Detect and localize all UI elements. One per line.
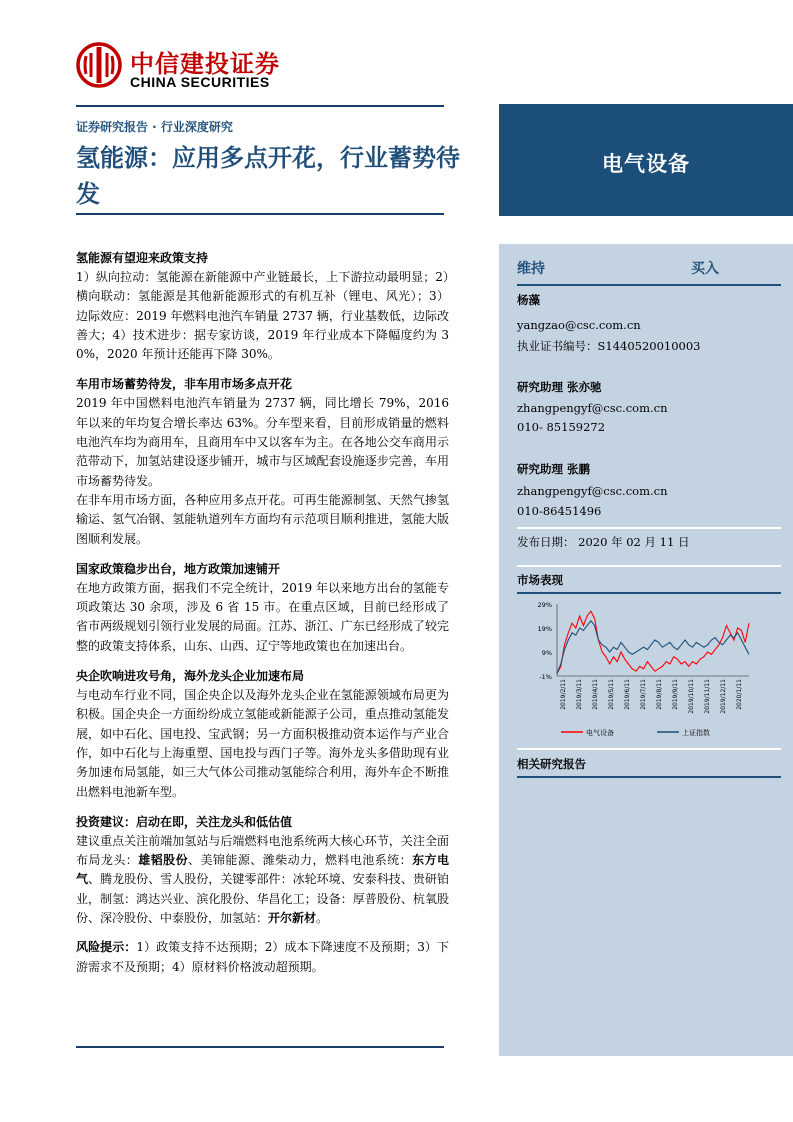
brand-name-en: CHINA SECURITIES (130, 74, 270, 90)
legend-label: 电气设备 (586, 729, 614, 737)
risk-label: 风险提示： (76, 940, 137, 955)
legend-label: 上证指数 (682, 729, 710, 737)
section-paragraph: 与电动车行业不同，国企央企以及海外龙头企业在氢能源领域布局更为积极。国企央企一方面纷纷成立氢能或新能源子公司，重点推动氢能发展，如中石化、国电投、宝武钢；另一方面积极推动资本运作与产业合作，如中石化与上海重塑、国电投与西门子等。海外龙头多借助现有业务加速布局氢能，如三大气体公司推动氢能综合利用，海外车企不断推出燃料电池新车型。 (76, 688, 449, 799)
related-divider (517, 776, 781, 778)
sector-name: 电气设备 (602, 152, 690, 176)
x-tick-label: 2019/9/11 (672, 679, 679, 710)
analyst-name: 研究助理 张亦驰 (517, 380, 602, 394)
y-tick-label: -1% (539, 673, 552, 681)
footer-divider (76, 1046, 444, 1048)
market-chart (517, 596, 781, 744)
market-title: 市场表现 (517, 573, 563, 587)
section-investment (76, 812, 449, 928)
section-heading: 氢能源有望迎来政策支持 (76, 251, 209, 265)
analyst-phone: 010-86451496 (517, 504, 602, 518)
x-tick-label: 2020/1/11 (736, 679, 743, 710)
brand-name-cn: 中信建投证券 (130, 50, 280, 78)
series-line (557, 621, 749, 674)
analyst-phone: 010- 85159272 (517, 420, 606, 434)
risk-paragraph: 风险提示：1）政策支持不达预期；2）成本下降速度不及预期；3）下游需求不及预期；4）原材料价格波动超预期。 (76, 940, 449, 974)
analyst-email: yangzao@csc.com.cn (517, 318, 641, 332)
publish-date: 发布日期： 2020 年 02 月 11 日 (517, 535, 690, 549)
section-heading: 国家政策稳步出台，地方政策加速铺开 (76, 561, 281, 576)
highlight-stock: 雄韬股份 (138, 853, 189, 868)
section (76, 666, 449, 802)
title-divider (76, 213, 444, 215)
section-heading: 车用市场蓄势待发，非车用市场多点开花 (76, 377, 293, 392)
csc-logo-icon (76, 42, 122, 88)
rating-divider (517, 284, 781, 286)
analyst-license: 执业证书编号：S1440520010003 (517, 339, 701, 353)
x-tick-label: 2019/11/11 (704, 679, 711, 714)
market-chart-svg (517, 596, 781, 744)
x-tick-label: 2019/12/11 (720, 679, 727, 714)
section-paragraph: 在非车用市场方面，各种应用多点开花。可再生能源制氢、天然气掺氢输运、氢气冶钢、氢能轨道列车方面均有示范项目顺利推进，氢能大版图顺利发展。 (76, 492, 449, 546)
x-tick-label: 2019/6/11 (624, 679, 631, 710)
rating-label: 维持 (517, 261, 545, 277)
y-tick-label: 19% (537, 625, 552, 633)
section-heading: 央企吹响进攻号角，海外龙头企业加速布局 (76, 669, 305, 684)
company-logo (76, 40, 286, 96)
section-paragraph: 1）纵向拉动：氢能源在新能源中产业链最长，上下游拉动最明显；2）横向联动：氢能源是其他新能源形式的有机互补（锂电、风光）；3）边际效应：2019 年燃料电池汽车销量 2737 辆，行业基数低，边际改善大；4）技术进步：据专家访谈，2019 年行业成本下降幅度约为 30%，2020 年预计还能再下降 30%。 (76, 270, 449, 362)
section-heading: 投资建议：启动在即，关注龙头和低估值 (76, 814, 293, 829)
market-divider (517, 592, 781, 594)
x-tick-label: 2019/5/11 (608, 679, 615, 710)
section (76, 559, 449, 656)
section-paragraph: 2019 年中国燃料电池汽车销量为 2737 辆，同比增长 79%，2016 年以来的年均复合增长率达 63%。分车型来看，目前形成销量的燃料电池汽车均为商用车，且商用车中又以客车为主。在各地公交车商用示范带动下，加氢站建设逐步铺开，城市与区域配套设施逐步完善，车用市场蓄势待发。 (76, 396, 449, 488)
panel-divider (517, 527, 781, 529)
x-tick-label: 2019/3/11 (576, 679, 583, 710)
analyst-email: zhangpengyf@csc.com.cn (517, 401, 668, 415)
x-tick-label: 2019/2/11 (560, 679, 567, 710)
y-tick-label: 29% (537, 601, 552, 609)
investment-paragraph: 建议重点关注前端加氢站与后端燃料电池系统两大核心环节，关注全面布局龙头：雄韬股份、美锦能源、潍柴动力，燃料电池系统：东方电气、腾龙股份、雪人股份，关键零部件：冰轮环境、安泰科技、贵研铂业，制氢：鸿达兴业、滨化股份、华昌化工；设备：厚普股份、杭氧股份、深冷股份、中泰股份，加氢站：开尔新材。 (76, 833, 449, 926)
section (76, 248, 449, 364)
x-tick-label: 2019/8/11 (656, 679, 663, 710)
header-divider (76, 105, 444, 107)
analyst-email: zhangpengyf@csc.com.cn (517, 484, 668, 498)
report-type: 证券研究报告 · 行业深度研究 (76, 120, 233, 134)
x-tick-label: 2019/4/11 (592, 679, 599, 710)
x-tick-label: 2019/7/11 (640, 679, 647, 710)
analyst-name: 杨藻 (517, 293, 540, 307)
x-tick-label: 2019/10/11 (688, 679, 695, 714)
rating-value: 买入 (691, 261, 719, 277)
highlight-stock: 东方电气 (76, 853, 449, 887)
related-title: 相关研究报告 (517, 757, 586, 771)
section-risk (76, 938, 449, 977)
panel-divider (517, 565, 781, 567)
y-tick-label: 9% (541, 649, 552, 657)
sector-banner (499, 104, 793, 216)
section (76, 374, 449, 548)
page-title: 氢能源：应用多点开花，行业蓄势待发 (76, 144, 460, 208)
analyst-name: 研究助理 张鹏 (517, 462, 591, 476)
report-summary (76, 248, 449, 977)
panel-divider (517, 748, 781, 750)
section-paragraph: 在地方政策方面，据我们不完全统计，2019 年以来地方出台的氢能专项政策达 30 余项，涉及 6 省 15 市。在重点区域，目前已经形成了省市两级规划引领行业发展的局面。江苏、浙江、广东已经形成了较完整的政策支持体系，山东、山西、辽宁等地政策也在加速出台。 (76, 580, 449, 653)
highlight-stock: 开尔新材 (268, 911, 317, 926)
info-panel (499, 244, 793, 1056)
